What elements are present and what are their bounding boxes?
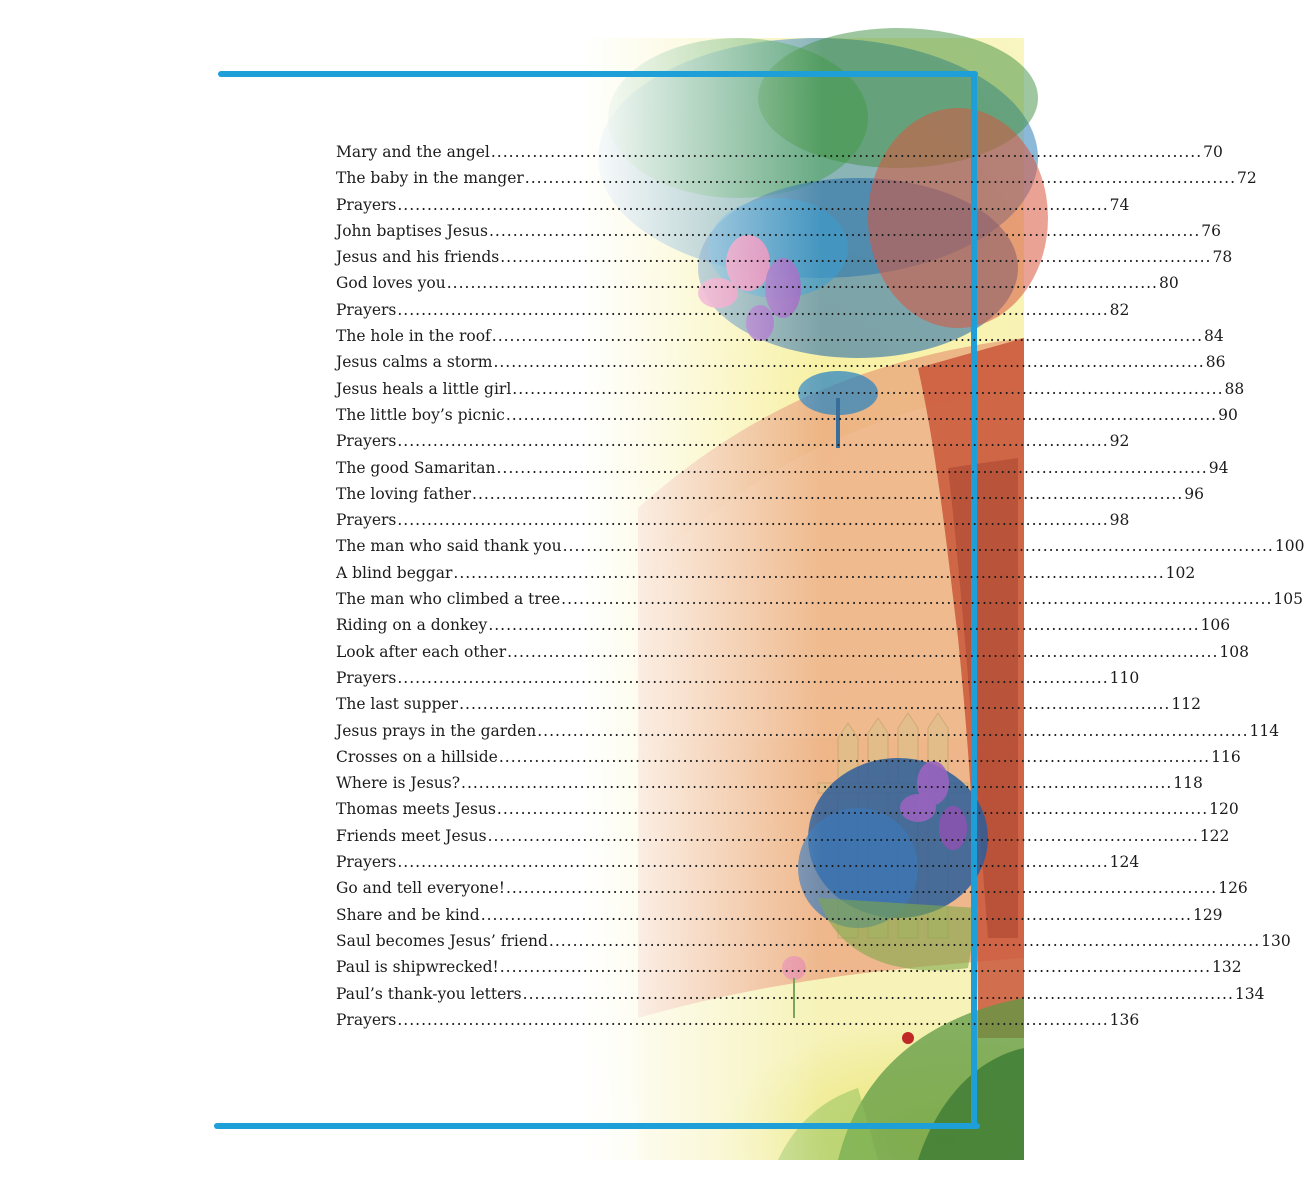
toc-entry [336,195,1130,222]
toc-leader-dots: ........................................................................................................................ [397,853,1109,872]
toc-entry [336,800,1239,826]
toc-leader-dots: ........................................................................................................................ [522,984,1234,1003]
toc-entry [336,379,1245,406]
toc-entry-title: Where is Jesus? [336,774,461,793]
toc-entry-page-number: 72 [1237,169,1257,188]
toc-entry-title: Saul becomes Jesus’ friend [336,931,548,950]
toc-entry-page-number: 70 [1203,143,1223,161]
toc-entry-title: Thomas meets Jesus [336,800,496,819]
toc-entry-title: Jesus calms a storm [336,353,493,372]
toc-entry [336,905,1223,932]
toc-entry-title: Prayers [336,511,397,530]
toc-entry-title: The baby in the manger [336,169,524,188]
toc-entry [336,747,1241,774]
toc-entry-page-number: 76 [1201,221,1221,240]
toc-entry-page-number: 78 [1212,248,1233,267]
toc-leader-dots: ........................................................................................................................ [537,721,1249,740]
toc-entry [336,221,1221,248]
toc-leader-dots: ........................................................................................................................ [489,221,1201,240]
toc-leader-dots: ........................................................................................................................ [561,590,1273,609]
toc-entry [336,958,1242,984]
toc-entry-title: Prayers [336,195,397,214]
toc-entry-title: Friends meet Jesus [336,826,487,845]
toc-entry-title: The little boy’s picnic [336,405,505,424]
toc-leader-dots: ........................................................................................................................ [480,905,1192,924]
toc-entry-title: Prayers [336,853,397,872]
toc-leader-dots: ........................................................................................................................ [397,300,1109,319]
toc-entry-page-number: 94 [1208,458,1229,477]
toc-entry-title: Look after each other [336,642,507,661]
toc-entry-page-number: 129 [1192,905,1223,924]
toc-leader-dots: ........................................................................................................................ [500,248,1212,267]
toc-entry-page-number: 120 [1209,800,1239,819]
toc-leader-dots: ........................................................................................................................ [505,405,1218,424]
toc-entry-page-number: 114 [1249,721,1280,740]
toc-entry [336,668,1140,695]
toc-entry-title: Jesus heals a little girl [336,379,512,398]
toc-entry [336,274,1179,300]
toc-entry-page-number: 116 [1211,747,1241,766]
toc-entry-page-number: 86 [1205,353,1226,372]
toc-entry [336,984,1265,1011]
toc-entry [336,511,1130,537]
toc-leader-dots: ........................................................................................................................ [397,432,1109,451]
toc-leader-dots: ........................................................................................................................ [490,143,1203,161]
frame-top-border [218,71,978,77]
toc-leader-dots: ........................................................................................................................ [507,642,1219,661]
toc-entry-page-number: 122 [1199,826,1230,845]
toc-entry-page-number: 126 [1218,879,1248,898]
toc-entry [336,405,1238,432]
toc-entry-title: The hole in the roof [336,327,491,346]
toc-leader-dots: ........................................................................................................................ [487,826,1199,845]
toc-entry-page-number: 124 [1109,853,1140,872]
table-of-contents [336,143,1304,1037]
toc-leader-dots: ........................................................................................................................ [397,1010,1109,1029]
toc-leader-dots: ........................................................................................................................ [548,931,1261,950]
toc-entry-page-number: 108 [1219,642,1249,661]
toc-entry-page-number: 80 [1158,274,1179,293]
toc-entry-page-number: 136 [1109,1010,1140,1029]
toc-entry [336,432,1130,458]
toc-leader-dots: ........................................................................................................................ [493,353,1205,372]
toc-entry-title: Jesus prays in the garden [336,721,537,740]
toc-leader-dots: ........................................................................................................................ [499,958,1211,977]
toc-entry-title: Prayers [336,668,397,687]
toc-entry [336,879,1248,905]
toc-entry [336,642,1249,669]
toc-entry-page-number: 130 [1261,931,1291,950]
toc-leader-dots: ........................................................................................................................ [461,774,1173,793]
toc-entry-page-number: 118 [1173,774,1203,793]
toc-entry-title: John baptises Jesus [336,221,488,240]
toc-entry-page-number: 102 [1165,563,1196,582]
toc-entry-title: Prayers [336,1010,397,1029]
toc-entry-page-number: 88 [1224,379,1245,398]
toc-leader-dots: ........................................................................................................................ [524,169,1237,188]
toc-leader-dots: ........................................................................................................................ [397,195,1109,214]
toc-leader-dots: ........................................................................................................................ [472,484,1184,503]
toc-entry [336,300,1130,327]
toc-entry-title: Jesus and his friends [336,248,500,267]
toc-leader-dots: ........................................................................................................................ [397,668,1109,687]
toc-entry-page-number: 92 [1109,432,1130,451]
toc-entry-title: A blind beggar [336,563,453,582]
toc-leader-dots: ........................................................................................................................ [446,274,1158,293]
toc-entry-title: Riding on a donkey [336,616,488,635]
toc-entry [336,537,1304,563]
toc-entry-page-number: 132 [1212,958,1242,977]
toc-leader-dots: ........................................................................................................................ [562,537,1274,556]
toc-leader-dots: ........................................................................................................................ [505,879,1218,898]
toc-entry-title: Mary and the angel [336,143,490,161]
toc-entry-page-number: 74 [1109,195,1130,214]
toc-entry [336,616,1231,642]
toc-entry [336,695,1201,721]
toc-entry [336,563,1196,590]
toc-leader-dots: ........................................................................................................................ [498,747,1211,766]
toc-entry [336,458,1229,485]
toc-entry-page-number: 98 [1109,511,1130,530]
toc-entry-title: Share and be kind [336,905,480,924]
toc-entry-page-number: 106 [1200,616,1231,635]
toc-leader-dots: ........................................................................................................................ [496,458,1208,477]
toc-entry [336,248,1233,274]
frame-bottom-border [214,1123,980,1129]
toc-entry-title: Prayers [336,432,397,451]
toc-entry [336,826,1230,853]
toc-leader-dots: ........................................................................................................................ [459,695,1171,714]
toc-entry-title: The man who said thank you [336,537,562,556]
toc-entry-title: The loving father [336,484,472,503]
toc-entry [336,853,1140,879]
toc-leader-dots: ........................................................................................................................ [488,616,1200,635]
toc-entry-title: Crosses on a hillside [336,747,498,766]
toc-entry [336,590,1304,616]
toc-entry [336,169,1257,195]
toc-entry-page-number: 134 [1234,984,1265,1003]
toc-entry-page-number: 100 [1274,537,1304,556]
toc-entry [336,327,1224,353]
toc-entry-title: The good Samaritan [336,458,496,477]
toc-entry-page-number: 96 [1184,484,1205,503]
toc-entry [336,1010,1140,1037]
toc-entry-page-number: 82 [1109,300,1130,319]
toc-entry [336,353,1226,379]
toc-entry [336,484,1205,511]
toc-entry-title: Paul is shipwrecked! [336,958,499,977]
toc-entry-title: Paul’s thank-you letters [336,984,522,1003]
toc-entry-page-number: 105 [1273,590,1304,609]
toc-entry-page-number: 84 [1204,327,1224,346]
toc-entry-page-number: 110 [1109,668,1140,687]
toc-entry [336,721,1280,748]
toc-entry-page-number: 90 [1218,405,1238,424]
toc-entry-title: Prayers [336,300,397,319]
toc-entry [336,931,1291,958]
toc-leader-dots: ........................................................................................................................ [397,511,1109,530]
toc-leader-dots: ........................................................................................................................ [453,563,1165,582]
toc-entry-title: The man who climbed a tree [336,590,561,609]
toc-leader-dots: ........................................................................................................................ [491,327,1204,346]
toc-entry-title: Go and tell everyone! [336,879,505,898]
toc-leader-dots: ........................................................................................................................ [496,800,1209,819]
toc-entry [336,774,1203,800]
toc-entry-page-number: 112 [1171,695,1201,714]
toc-entry [336,143,1223,169]
toc-leader-dots: ........................................................................................................................ [512,379,1224,398]
toc-entry-title: The last supper [336,695,459,714]
toc-entry-title: God loves you [336,274,446,293]
